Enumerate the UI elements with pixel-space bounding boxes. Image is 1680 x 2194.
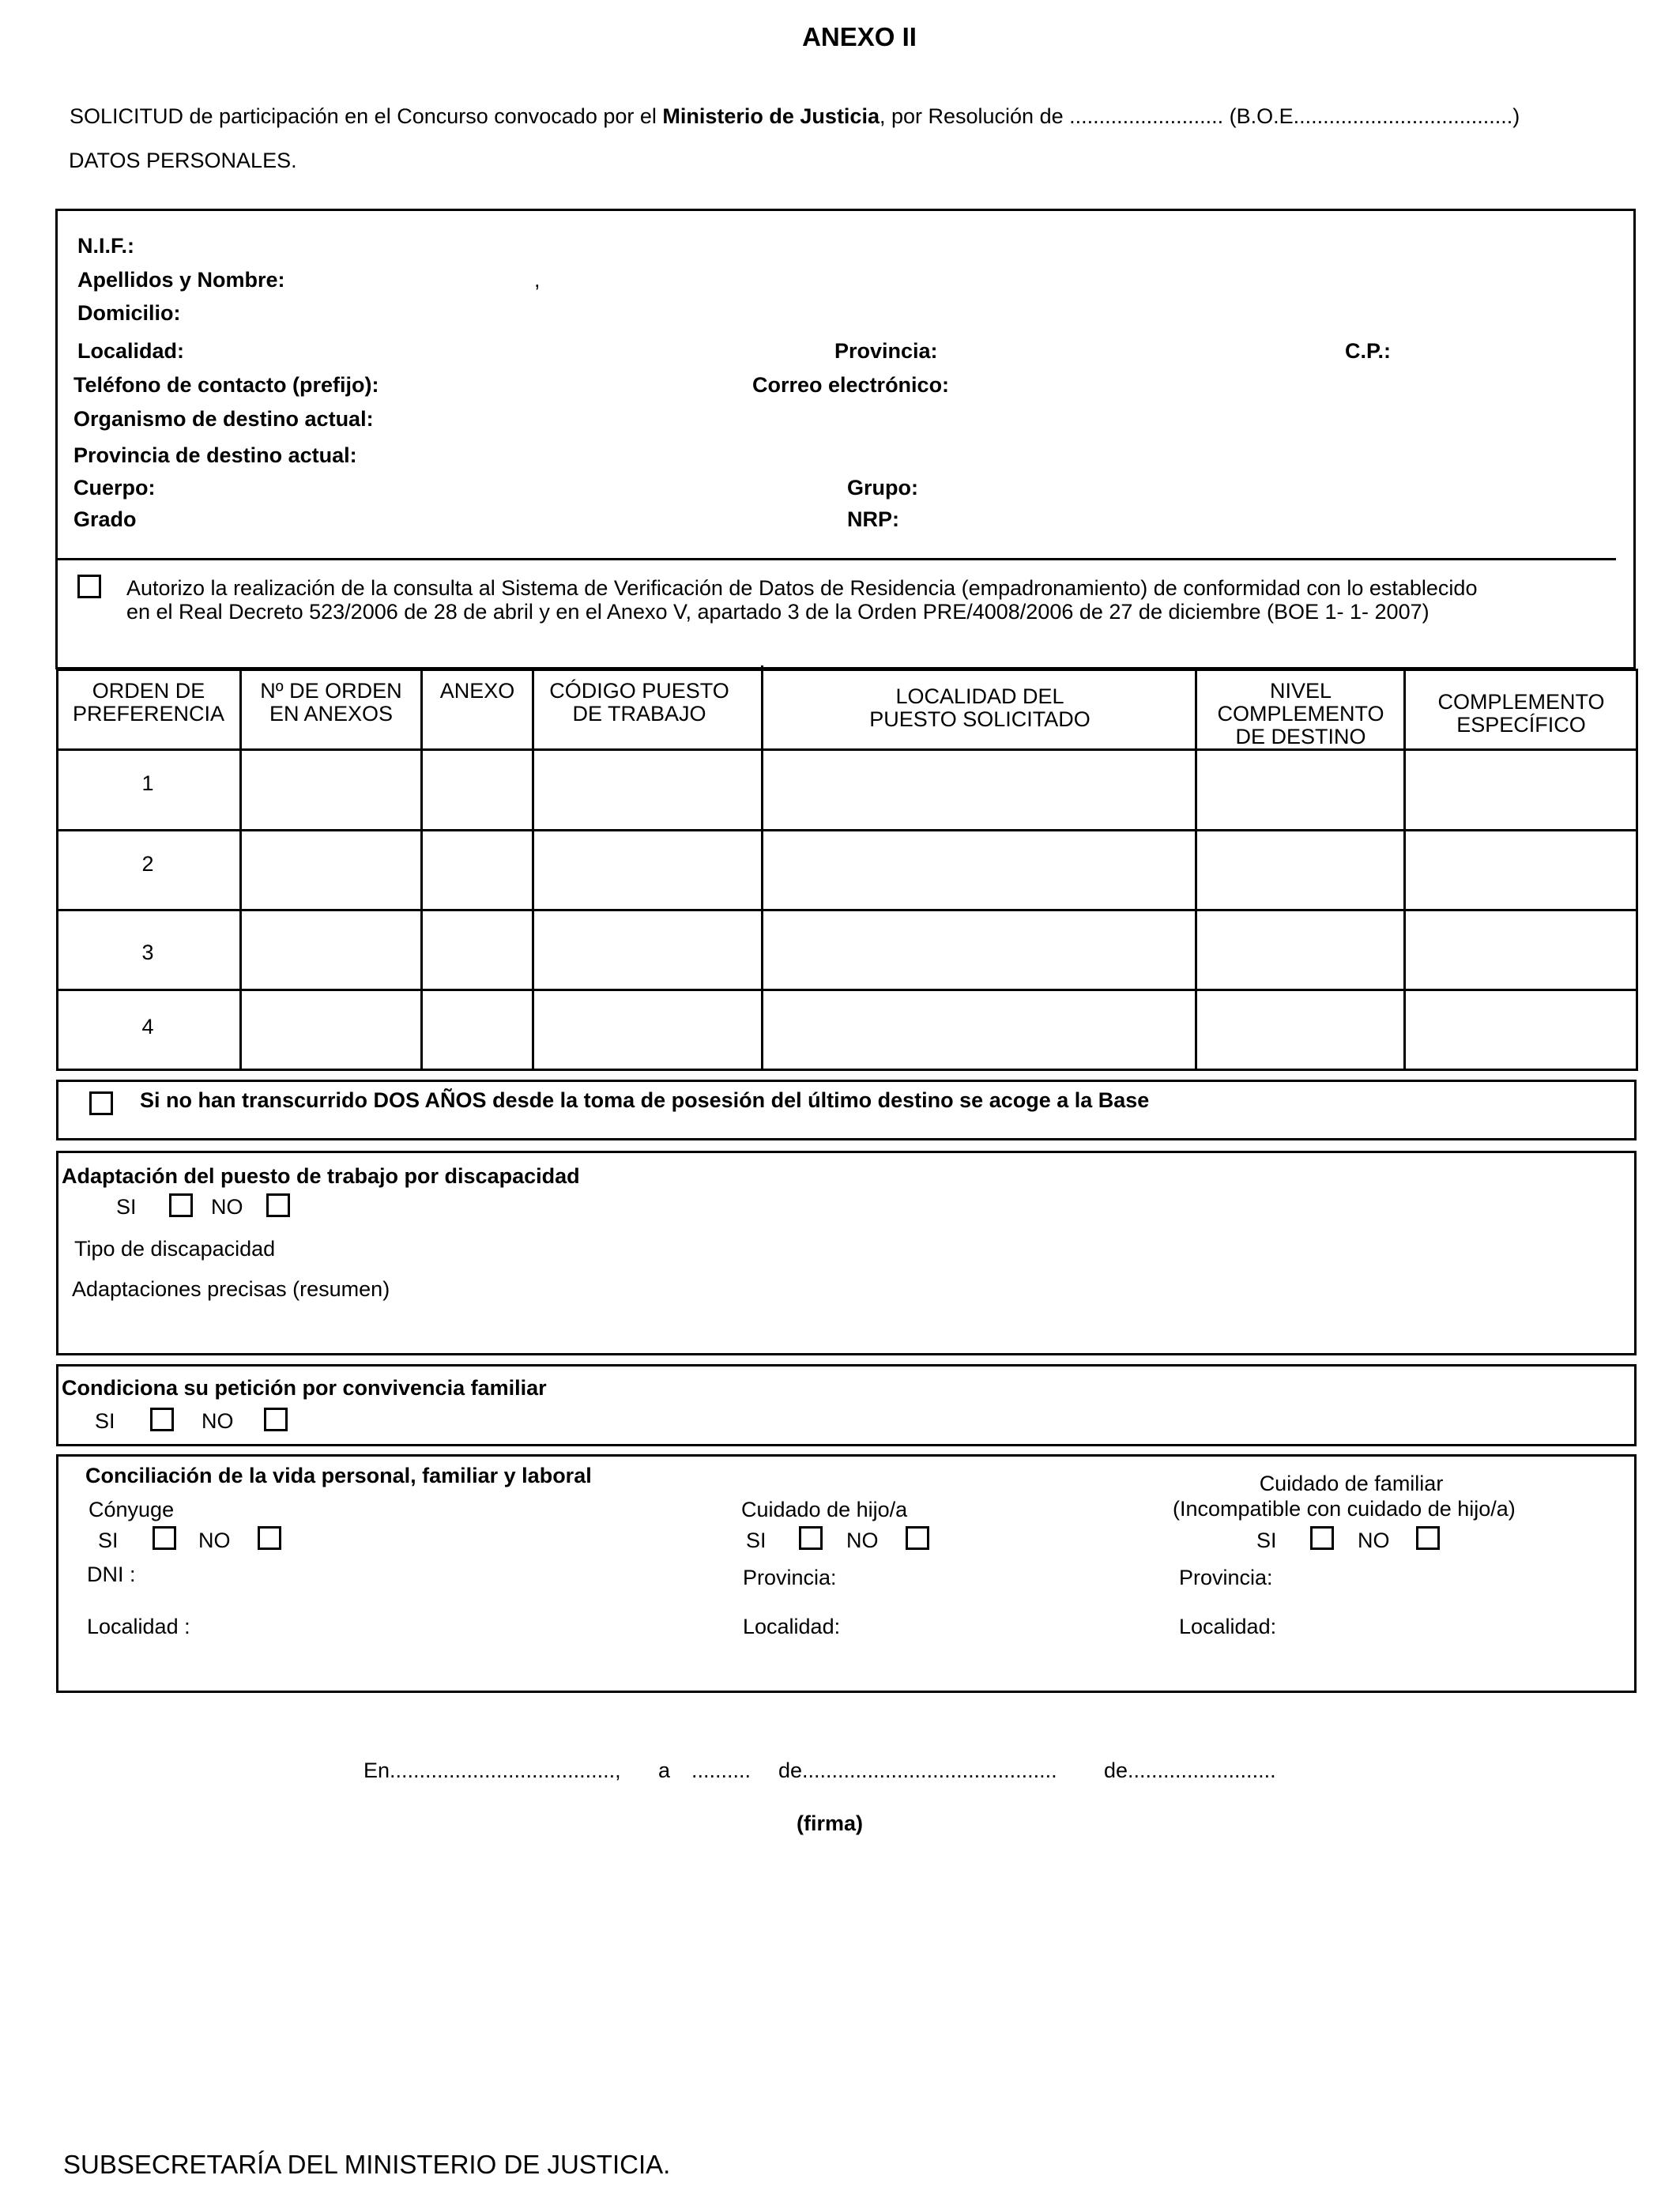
dos-anos-prefix: Si no han transcurrido bbox=[140, 1088, 374, 1112]
discapacidad-no-label: NO bbox=[211, 1195, 243, 1219]
fecha-a: a bbox=[658, 1759, 671, 1782]
adaptaciones-label: Adaptaciones precisas (resumen) bbox=[72, 1277, 390, 1301]
conciliacion-heading: Conciliación de la vida personal, familiar y laboral bbox=[85, 1464, 592, 1487]
familiar-note: (Incompatible con cuidado de hijo/a) bbox=[1173, 1497, 1516, 1521]
grado-label: Grado bbox=[73, 507, 137, 531]
telefono-label: Teléfono de contacto (prefijo): bbox=[73, 373, 379, 397]
provincia-label: Provincia: bbox=[834, 339, 938, 363]
familiar-localidad-label: Localidad: bbox=[1179, 1615, 1277, 1638]
discapacidad-no-checkbox[interactable] bbox=[266, 1193, 290, 1217]
table-row-number: 2 bbox=[141, 852, 154, 876]
convivencia-si-label: SI bbox=[95, 1409, 115, 1433]
apellidos-label: Apellidos y Nombre: bbox=[77, 268, 285, 292]
autorizo-checkbox[interactable] bbox=[77, 575, 101, 598]
conyuge-label: Cónyuge bbox=[89, 1498, 175, 1521]
fecha-mes: de........................................... bbox=[778, 1759, 1057, 1782]
intro-line bbox=[70, 104, 1520, 129]
hijo-localidad-label: Localidad: bbox=[743, 1615, 841, 1638]
familiar-label: Cuidado de familiar bbox=[1259, 1472, 1444, 1495]
autorizo-line-1: Autorizo la realización de la consulta al Sistema de Verificación de Datos de Residencia (empadronamiento) de conformidad con lo establecido bbox=[126, 576, 1478, 600]
th-nivel-complemento: NIVEL COMPLEMENTO DE DESTINO bbox=[1217, 679, 1384, 748]
dos-anos-checkbox[interactable] bbox=[89, 1091, 113, 1115]
fecha-dia: .......... bbox=[691, 1759, 751, 1782]
nif-label: N.I.F.: bbox=[77, 234, 134, 258]
autorizo-text bbox=[126, 576, 1477, 624]
table-row-divider bbox=[56, 909, 1638, 911]
hijo-si-checkbox[interactable] bbox=[799, 1526, 823, 1550]
conyuge-si-label: SI bbox=[98, 1529, 119, 1552]
discapacidad-si-label: SI bbox=[116, 1195, 137, 1219]
familiar-si-label: SI bbox=[1256, 1529, 1277, 1552]
hijo-label: Cuidado de hijo/a bbox=[741, 1498, 908, 1521]
familiar-provincia-label: Provincia: bbox=[1179, 1566, 1273, 1589]
table-row-number: 4 bbox=[141, 1015, 154, 1039]
table-col-divider bbox=[532, 669, 534, 1071]
intro-prefix: SOLICITUD de participación en el Concurso convocado por el bbox=[70, 104, 663, 128]
cuerpo-label: Cuerpo: bbox=[73, 476, 156, 499]
intro-suffix: , por Resolución de .......................... (B.O.E.....................................) bbox=[879, 104, 1520, 128]
th-num-orden: Nº DE ORDEN EN ANEXOS bbox=[260, 679, 402, 726]
th-orden-preferencia: ORDEN DE PREFERENCIA bbox=[72, 679, 225, 726]
conyuge-dni-label: DNI : bbox=[87, 1563, 136, 1586]
discapacidad-si-checkbox[interactable] bbox=[169, 1193, 193, 1217]
familiar-si-checkbox[interactable] bbox=[1310, 1526, 1334, 1550]
dos-anos-emph: DOS AÑOS bbox=[373, 1088, 487, 1112]
th-localidad-puesto: LOCALIDAD DEL PUESTO SOLICITADO bbox=[869, 684, 1090, 731]
familiar-no-label: NO bbox=[1358, 1529, 1390, 1552]
table-col-divider bbox=[761, 665, 763, 1071]
familiar-no-checkbox[interactable] bbox=[1416, 1526, 1440, 1550]
cp-label: C.P.: bbox=[1345, 339, 1392, 363]
domicilio-label: Domicilio: bbox=[77, 301, 181, 325]
personal-heading: DATOS PERSONALES. bbox=[69, 149, 297, 172]
footer-subsecretaria: SUBSECRETARÍA DEL MINISTERIO DE JUSTICIA. bbox=[63, 2150, 671, 2179]
localidad-label: Localidad: bbox=[77, 339, 185, 363]
conyuge-no-label: NO bbox=[198, 1529, 231, 1552]
page-title: ANEXO II bbox=[802, 22, 917, 51]
th-anexo: ANEXO bbox=[439, 679, 515, 703]
autorizo-line-2: en el Real Decreto 523/2006 de 28 de abril y en el Anexo V, apartado 3 de la Orden PRE/4008/2006 de 27 de diciembre (BOE 1- 1- 2007) bbox=[126, 600, 1430, 624]
correo-label: Correo electrónico: bbox=[752, 373, 950, 397]
dos-anos-text bbox=[140, 1088, 1149, 1113]
convivencia-no-label: NO bbox=[202, 1409, 234, 1433]
convivencia-si-checkbox[interactable] bbox=[150, 1408, 174, 1431]
intro-ministry: Ministerio de Justicia bbox=[662, 104, 880, 128]
table-row-divider bbox=[56, 829, 1638, 831]
th-codigo-puesto: CÓDIGO PUESTO DE TRABAJO bbox=[549, 679, 729, 726]
conyuge-localidad-label: Localidad : bbox=[87, 1615, 190, 1638]
provincia-destino-label: Provincia de destino actual: bbox=[73, 443, 357, 467]
table-row-number: 1 bbox=[141, 771, 154, 795]
hijo-si-label: SI bbox=[746, 1529, 767, 1552]
convivencia-no-checkbox[interactable] bbox=[264, 1408, 288, 1431]
discapacidad-heading: Adaptación del puesto de trabajo por discapacidad bbox=[62, 1164, 580, 1188]
conyuge-si-checkbox[interactable] bbox=[153, 1526, 176, 1550]
table-col-divider bbox=[239, 669, 242, 1071]
tipo-discapacidad-label: Tipo de discapacidad bbox=[74, 1237, 276, 1261]
name-comma: , bbox=[534, 268, 541, 292]
nrp-label: NRP: bbox=[847, 507, 899, 531]
hijo-no-label: NO bbox=[846, 1529, 879, 1552]
personal-divider bbox=[55, 558, 1616, 560]
hijo-provincia-label: Provincia: bbox=[743, 1566, 837, 1589]
table-row-divider bbox=[56, 989, 1638, 991]
organismo-label: Organismo de destino actual: bbox=[73, 407, 374, 431]
hijo-no-checkbox[interactable] bbox=[906, 1526, 929, 1550]
dos-anos-suffix: desde la toma de posesión del último destino se acoge a la Base bbox=[486, 1088, 1150, 1112]
fecha-en: En......................................, bbox=[363, 1759, 621, 1782]
table-row-number: 3 bbox=[141, 941, 154, 964]
fecha-anio: de......................... bbox=[1104, 1759, 1276, 1782]
conyuge-no-checkbox[interactable] bbox=[258, 1526, 281, 1550]
convivencia-heading: Condiciona su petición por convivencia familiar bbox=[62, 1376, 547, 1400]
firma-label: (firma) bbox=[796, 1811, 863, 1835]
th-complemento-especifico: COMPLEMENTO ESPECÍFICO bbox=[1437, 690, 1605, 737]
grupo-label: Grupo: bbox=[847, 476, 918, 499]
table-header-divider bbox=[56, 748, 1638, 751]
table-col-divider bbox=[1195, 669, 1197, 1071]
table-col-divider bbox=[420, 669, 423, 1071]
